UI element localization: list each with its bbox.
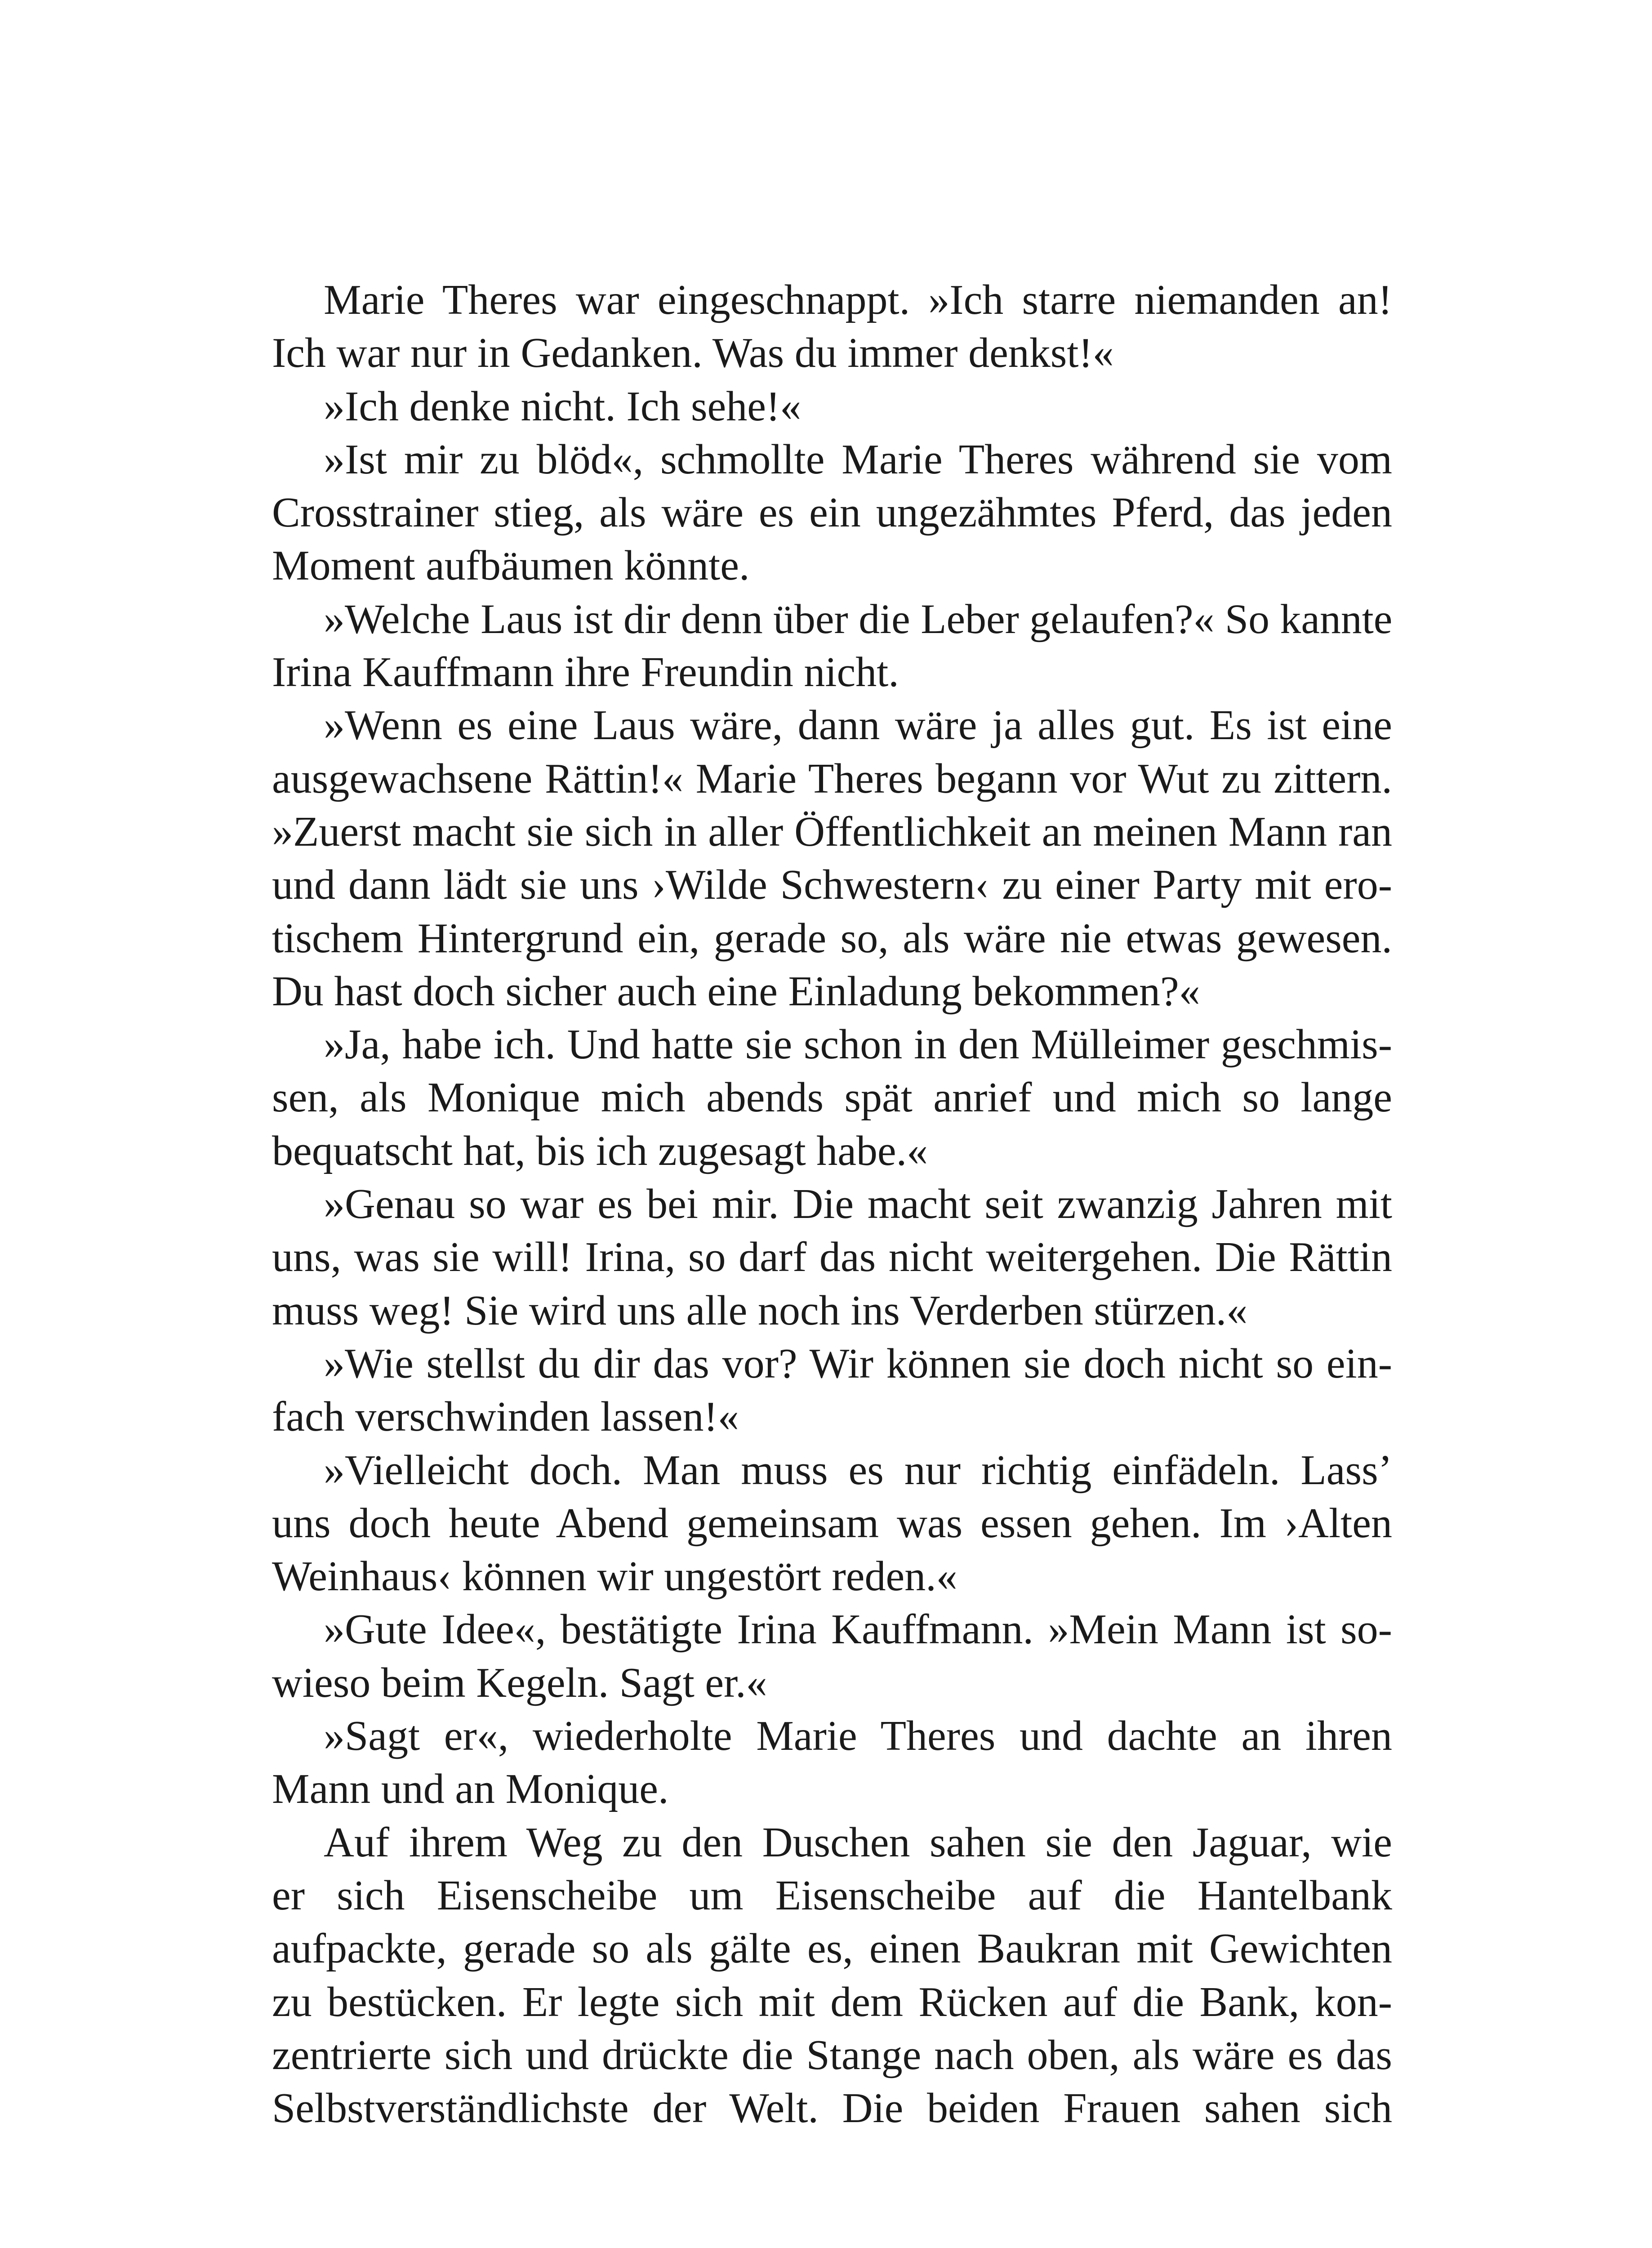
text-line: »Ja, habe ich. Und hatte sie schon in den Mülleimer geschmis- bbox=[324, 1021, 1392, 1068]
text-line: zentrierte sich und drückte die Stange nach oben, als wäre es das bbox=[272, 2031, 1392, 2079]
text-line: bequatscht hat, bis ich zugesagt habe.« bbox=[272, 1127, 928, 1174]
text-line: Marie Theres war eingeschnappt. »Ich starre niemanden an! bbox=[324, 277, 1392, 323]
text-line: Du hast doch sicher auch eine Einladung bekommen?« bbox=[272, 968, 1200, 1015]
text-line: »Wenn es eine Laus wäre, dann wäre ja alles gut. Es ist eine bbox=[324, 702, 1392, 749]
text-line: zu bestücken. Er legte sich mit dem Rücken auf die Bank, kon- bbox=[272, 1978, 1392, 2025]
text-line: Auf ihrem Weg zu den Duschen sahen sie den Jaguar, wie bbox=[324, 1819, 1392, 1866]
text-line: Crosstrainer stieg, als wäre es ein ungezähmtes Pferd, das jeden bbox=[272, 489, 1392, 536]
text-line: Irina Kauffmann ihre Freundin nicht. bbox=[272, 649, 899, 696]
text-line: »Sagt er«, wiederholte Marie Theres und dachte an ihren bbox=[324, 1713, 1392, 1760]
text-line: er sich Eisenscheibe um Eisenscheibe auf die Hantelbank bbox=[272, 1872, 1392, 1919]
text-line: Ich war nur in Gedanken. Was du immer denkst!« bbox=[272, 330, 1114, 377]
text-line: »Ist mir zu blöd«, schmollte Marie Theres während sie vom bbox=[324, 436, 1392, 483]
text-line: »Vielleicht doch. Man muss es nur richtig einfädeln. Lass’ bbox=[324, 1446, 1392, 1494]
text-line: Moment aufbäumen könnte. bbox=[272, 542, 750, 589]
text-line: »Gute Idee«, bestätigte Irina Kauffmann. »Mein Mann ist so- bbox=[324, 1606, 1392, 1653]
text-line: uns, was sie will! Irina, so darf das nicht weitergehen. Die Rättin bbox=[272, 1234, 1392, 1281]
text-line: Selbstverständlichste der Welt. Die beiden Frauen sahen sich bbox=[272, 2085, 1392, 2132]
text-line: fach verschwinden lassen!« bbox=[272, 1393, 739, 1441]
text-line: »Genau so war es bei mir. Die macht seit zwanzig Jahren mit bbox=[324, 1181, 1392, 1228]
text-line: und dann lädt sie uns ›Wilde Schwestern‹ zu einer Party mit ero- bbox=[272, 861, 1392, 909]
text-line: »Wie stellst du dir das vor? Wir können sie doch nicht so ein- bbox=[324, 1340, 1392, 1387]
text-line: muss weg! Sie wird uns alle noch ins Verderben stürzen.« bbox=[272, 1287, 1248, 1334]
text-line: sen, als Monique mich abends spät anrief und mich so lange bbox=[272, 1074, 1392, 1121]
text-line: uns doch heute Abend gemeinsam was essen gehen. Im ›Alten bbox=[272, 1499, 1392, 1547]
text-line: ausgewachsene Rättin!« Marie Theres begann vor Wut zu zittern. bbox=[272, 755, 1392, 802]
text-line: wieso beim Kegeln. Sagt er.« bbox=[272, 1659, 767, 1706]
body-text bbox=[272, 273, 1392, 2135]
text-line: »Welche Laus ist dir denn über die Leber gelaufen?« So kannte bbox=[324, 595, 1393, 642]
text-line: Weinhaus‹ können wir ungestört reden.« bbox=[272, 1553, 957, 1600]
text-line: Mann und an Monique. bbox=[272, 1766, 669, 1813]
text-line: aufpackte, gerade so als gälte es, einen Baukran mit Gewichten bbox=[272, 1925, 1392, 1972]
text-line: »Zuerst macht sie sich in aller Öffentlichkeit an meinen Mann ran bbox=[272, 808, 1392, 855]
text-line: tischem Hintergrund ein, gerade so, als wäre nie etwas gewesen. bbox=[272, 914, 1392, 962]
text-line: »Ich denke nicht. Ich sehe!« bbox=[324, 383, 802, 430]
